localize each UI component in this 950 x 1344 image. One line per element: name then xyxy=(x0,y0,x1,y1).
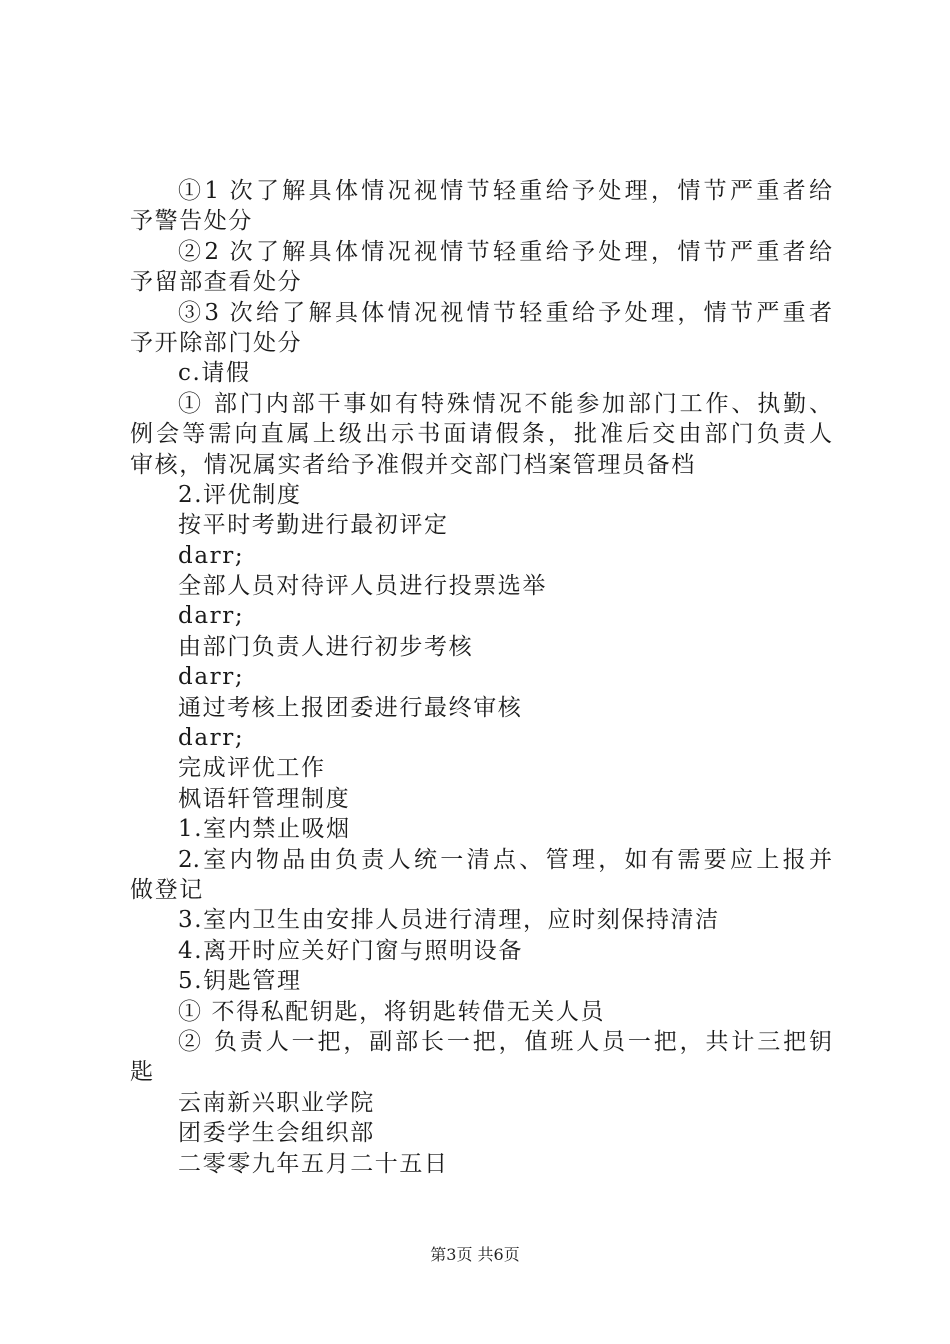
text-line: 5.钥匙管理 xyxy=(178,968,302,995)
text-line: 团委学生会组织部 xyxy=(178,1120,375,1147)
text-line: 予警告处分 xyxy=(130,208,253,235)
text-line: 予留部查看处分 xyxy=(130,269,303,296)
text-line: ① 部门内部干事如有特殊情况不能参加部门工作、执勤、 xyxy=(178,390,832,417)
text-line: 1.室内禁止吸烟 xyxy=(178,816,351,843)
text-line: 由部门负责人进行初步考核 xyxy=(178,633,474,660)
text-line: darr; xyxy=(178,664,245,691)
text-line: 完成评优工作 xyxy=(178,755,326,782)
text-line: ② 负责人一把，副部长一把，值班人员一把，共计三把钥 xyxy=(178,1028,832,1055)
text-line: 按平时考勤进行最初评定 xyxy=(178,512,449,539)
text-line: ①1 次了解具体情况视情节轻重给予处理，情节严重者给 xyxy=(178,178,832,204)
text-line: 2.评优制度 xyxy=(178,481,302,508)
text-line: 审核，情况属实者给予准假并交部门档案管理员备档 xyxy=(130,451,696,478)
text-line: 全部人员对待评人员进行投票选举 xyxy=(178,573,547,600)
text-line: ②2 次了解具体情况视情节轻重给予处理，情节严重者给 xyxy=(178,238,832,265)
text-line: 枫语轩管理制度 xyxy=(178,785,351,812)
text-line: 匙 xyxy=(130,1059,155,1086)
text-line: 予开除部门处分 xyxy=(130,329,303,356)
text-line: darr; xyxy=(178,542,245,569)
page-footer: 第3页 共6页 xyxy=(430,1245,520,1264)
text-line: c.请假 xyxy=(178,360,251,387)
text-line: darr; xyxy=(178,725,245,752)
text-line: 4.离开时应关好门窗与照明设备 xyxy=(178,937,523,964)
text-line: ③3 次给了解具体情况视情节轻重给予处理，情节严重者 xyxy=(178,299,832,326)
text-line: darr; xyxy=(178,603,245,630)
text-line: 2.室内物品由负责人统一清点、管理，如有需要应上报并 xyxy=(178,846,832,873)
text-line: 云南新兴职业学院 xyxy=(178,1089,375,1116)
text-line: 二零零九年五月二十五日 xyxy=(178,1150,449,1177)
document-body xyxy=(130,176,832,1179)
text-line: 3.室内卫生由安排人员进行清理，应时刻保持清洁 xyxy=(178,907,720,934)
text-line: ① 不得私配钥匙，将钥匙转借无关人员 xyxy=(178,998,606,1025)
text-line: 例会等需向直属上级出示书面请假条，批准后交由部门负责人 xyxy=(130,421,832,448)
text-line: 做登记 xyxy=(130,876,204,903)
text-line: 通过考核上报团委进行最终审核 xyxy=(178,694,523,721)
